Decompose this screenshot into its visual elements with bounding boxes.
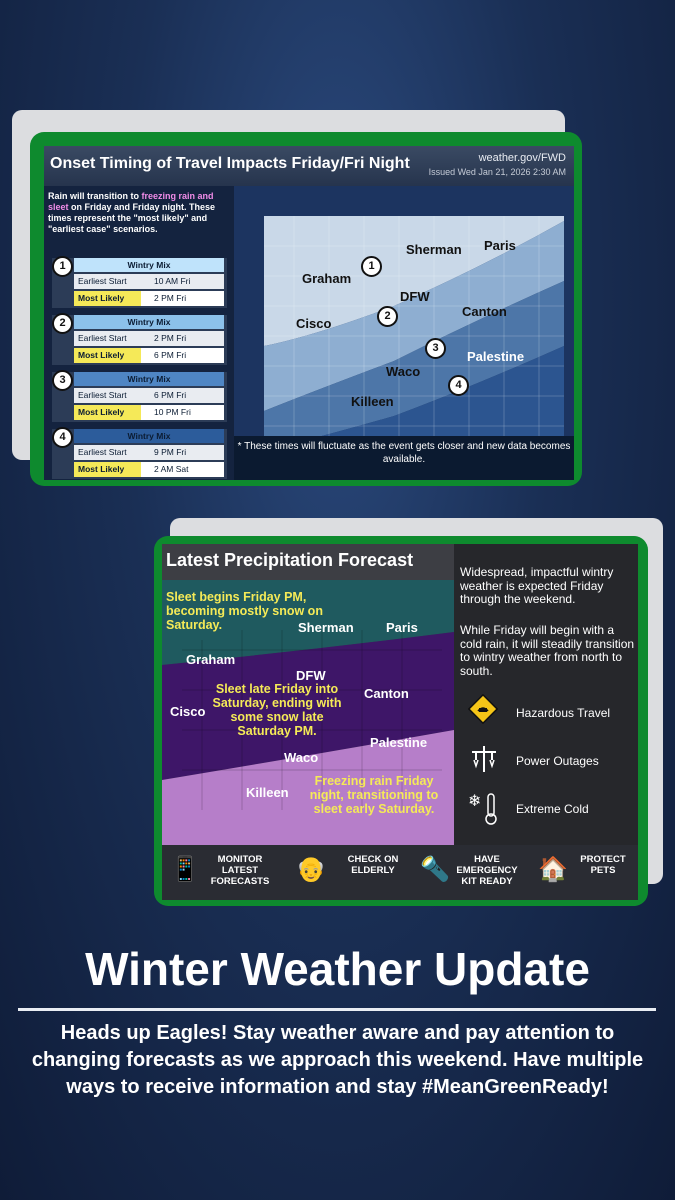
p1-city-sherman: Sherman	[406, 242, 462, 257]
likely-time: 2 AM Sat	[154, 464, 189, 474]
travel-impacts-graphic	[44, 146, 574, 480]
panel2-title-bar	[162, 544, 454, 580]
hazard-label-cold: Extreme Cold	[516, 802, 589, 816]
p1-city-canton: Canton	[462, 304, 507, 319]
p2-city-graham: Graham	[186, 652, 236, 667]
likely-label: Most Likely	[74, 348, 141, 363]
sleet-late-label: Sleet late Friday into Saturday, ending with some snow late Saturday PM.	[212, 682, 342, 738]
likely-row	[74, 405, 224, 420]
p1-city-palestine: Palestine	[467, 349, 525, 364]
summary-para-1: Widespread, impactful wintry weather is expected Friday through the weekend.	[460, 565, 614, 606]
zone-box-1	[52, 258, 227, 308]
flashlight-icon: 🔦	[420, 856, 450, 883]
zone-header: Wintry Mix	[74, 315, 224, 329]
p2-city-killeen: Killeen	[246, 785, 289, 800]
p1-city-dfw: DFW	[400, 289, 430, 304]
p1-city-paris: Paris	[484, 238, 516, 253]
action-monitor: MONITOR LATEST FORECASTS	[210, 854, 270, 887]
timing-legend	[44, 186, 234, 480]
likely-row	[74, 291, 224, 306]
earliest-time: 9 PM Fri	[154, 447, 187, 457]
hazardous-travel-icon	[468, 694, 498, 729]
freezing-rain-label: Freezing rain Friday night, transitioning to sleet early Saturday.	[309, 774, 439, 816]
p1-city-waco: Waco	[386, 364, 421, 379]
earliest-time: 2 PM Fri	[154, 333, 187, 343]
sleet-snow-label: Sleet begins Friday PM, becoming mostly snow on Saturday.	[166, 590, 323, 632]
zone-number: 4	[52, 427, 73, 448]
likely-row	[74, 462, 224, 477]
zone-box-2	[52, 315, 227, 365]
earliest-time: 10 AM Fri	[154, 276, 191, 286]
timing-intro	[48, 191, 228, 235]
earliest-label: Earliest Start	[78, 390, 127, 400]
hazard-label-travel: Hazardous Travel	[516, 706, 611, 720]
headline-divider	[18, 1008, 656, 1011]
zone-number: 1	[52, 256, 73, 277]
panel1-footnote: * These times will fluctuate as the event gets closer and new data becomes available.	[234, 436, 574, 480]
precip-map	[162, 580, 454, 845]
intro-text: Rain will transition to	[48, 191, 142, 201]
earliest-time: 6 PM Fri	[154, 390, 187, 400]
zone-header: Wintry Mix	[74, 258, 224, 272]
hazard-label-power: Power Outages	[516, 754, 599, 768]
action-elderly: CHECK ON ELDERLY	[347, 854, 399, 876]
map-marker-3: 3	[425, 338, 446, 359]
map-marker-2: 2	[377, 306, 398, 327]
extreme-cold-icon	[468, 790, 502, 831]
zone-header: Wintry Mix	[74, 372, 224, 386]
p1-city-graham: Graham	[302, 271, 352, 286]
panel1-issued: Issued Wed Jan 21, 2026 2:30 AM	[428, 167, 566, 177]
precip-forecast-graphic	[162, 544, 638, 900]
headline: Winter Weather Update	[85, 943, 590, 995]
panel2-title: Latest Precipitation Forecast	[166, 550, 414, 570]
earliest-label: Earliest Start	[78, 333, 127, 343]
zone-number: 3	[52, 370, 73, 391]
summary-para-2: While Friday will begin with a cold rain, it will steadily transition to wintry weather from north to south.	[460, 623, 635, 678]
pet-house-icon: 🏠	[538, 856, 568, 883]
map-marker-1: 1	[361, 256, 382, 277]
p2-city-paris: Paris	[386, 620, 418, 635]
zone-header: Wintry Mix	[74, 429, 224, 443]
likely-label: Most Likely	[74, 462, 141, 477]
earliest-label: Earliest Start	[78, 276, 127, 286]
p1-city-cisco: Cisco	[296, 316, 332, 331]
likely-label: Most Likely	[74, 405, 141, 420]
p2-city-canton: Canton	[364, 686, 409, 701]
p2-city-palestine: Palestine	[370, 735, 428, 750]
zone-box-3	[52, 372, 227, 422]
intro-highlight: freezing rain and sleet	[48, 191, 214, 212]
likely-time: 10 PM Fri	[154, 407, 191, 417]
action-bar	[162, 845, 638, 900]
p2-city-waco: Waco	[284, 750, 319, 765]
power-outage-icon	[468, 742, 500, 779]
zone-number: 2	[52, 313, 73, 334]
p2-city-sherman: Sherman	[298, 620, 354, 635]
elderly-icon: 👴	[296, 856, 326, 883]
earliest-row	[74, 388, 224, 403]
panel1-source: weather.gov/FWD	[478, 152, 566, 164]
p2-city-dfw: DFW	[296, 668, 326, 683]
panel1-title-bar	[44, 146, 574, 186]
earliest-label: Earliest Start	[78, 447, 127, 457]
likely-label: Most Likely	[74, 291, 141, 306]
body-text: Heads up Eagles! Stay weather aware and pay attention to changing forecasts as we approach this weekend. Have multiple ways to receive information and stay #MeanGreenReady!	[31, 1022, 644, 1098]
p1-city-killeen: Killeen	[351, 394, 394, 409]
phone-icon: 📱	[170, 856, 200, 883]
svg-text:❄: ❄	[468, 791, 482, 810]
earliest-row	[74, 274, 224, 289]
likely-row	[74, 348, 224, 363]
intro-text-end: on Friday and Friday night. These times represent the "most likely" and "earliest case" scenarios.	[48, 202, 216, 234]
likely-time: 2 PM Fri	[154, 293, 187, 303]
panel1-title: Onset Timing of Travel Impacts Friday/Fri Night	[50, 155, 410, 172]
action-pets: PROTECT PETS	[580, 854, 626, 876]
action-kit: HAVE EMERGENCY KIT READY	[456, 854, 518, 887]
likely-time: 6 PM Fri	[154, 350, 187, 360]
earliest-row	[74, 445, 224, 460]
earliest-row	[74, 331, 224, 346]
zone-box-4	[52, 429, 227, 479]
map-marker-4: 4	[448, 375, 469, 396]
precip-summary	[454, 544, 638, 845]
p2-city-cisco: Cisco	[170, 704, 206, 719]
